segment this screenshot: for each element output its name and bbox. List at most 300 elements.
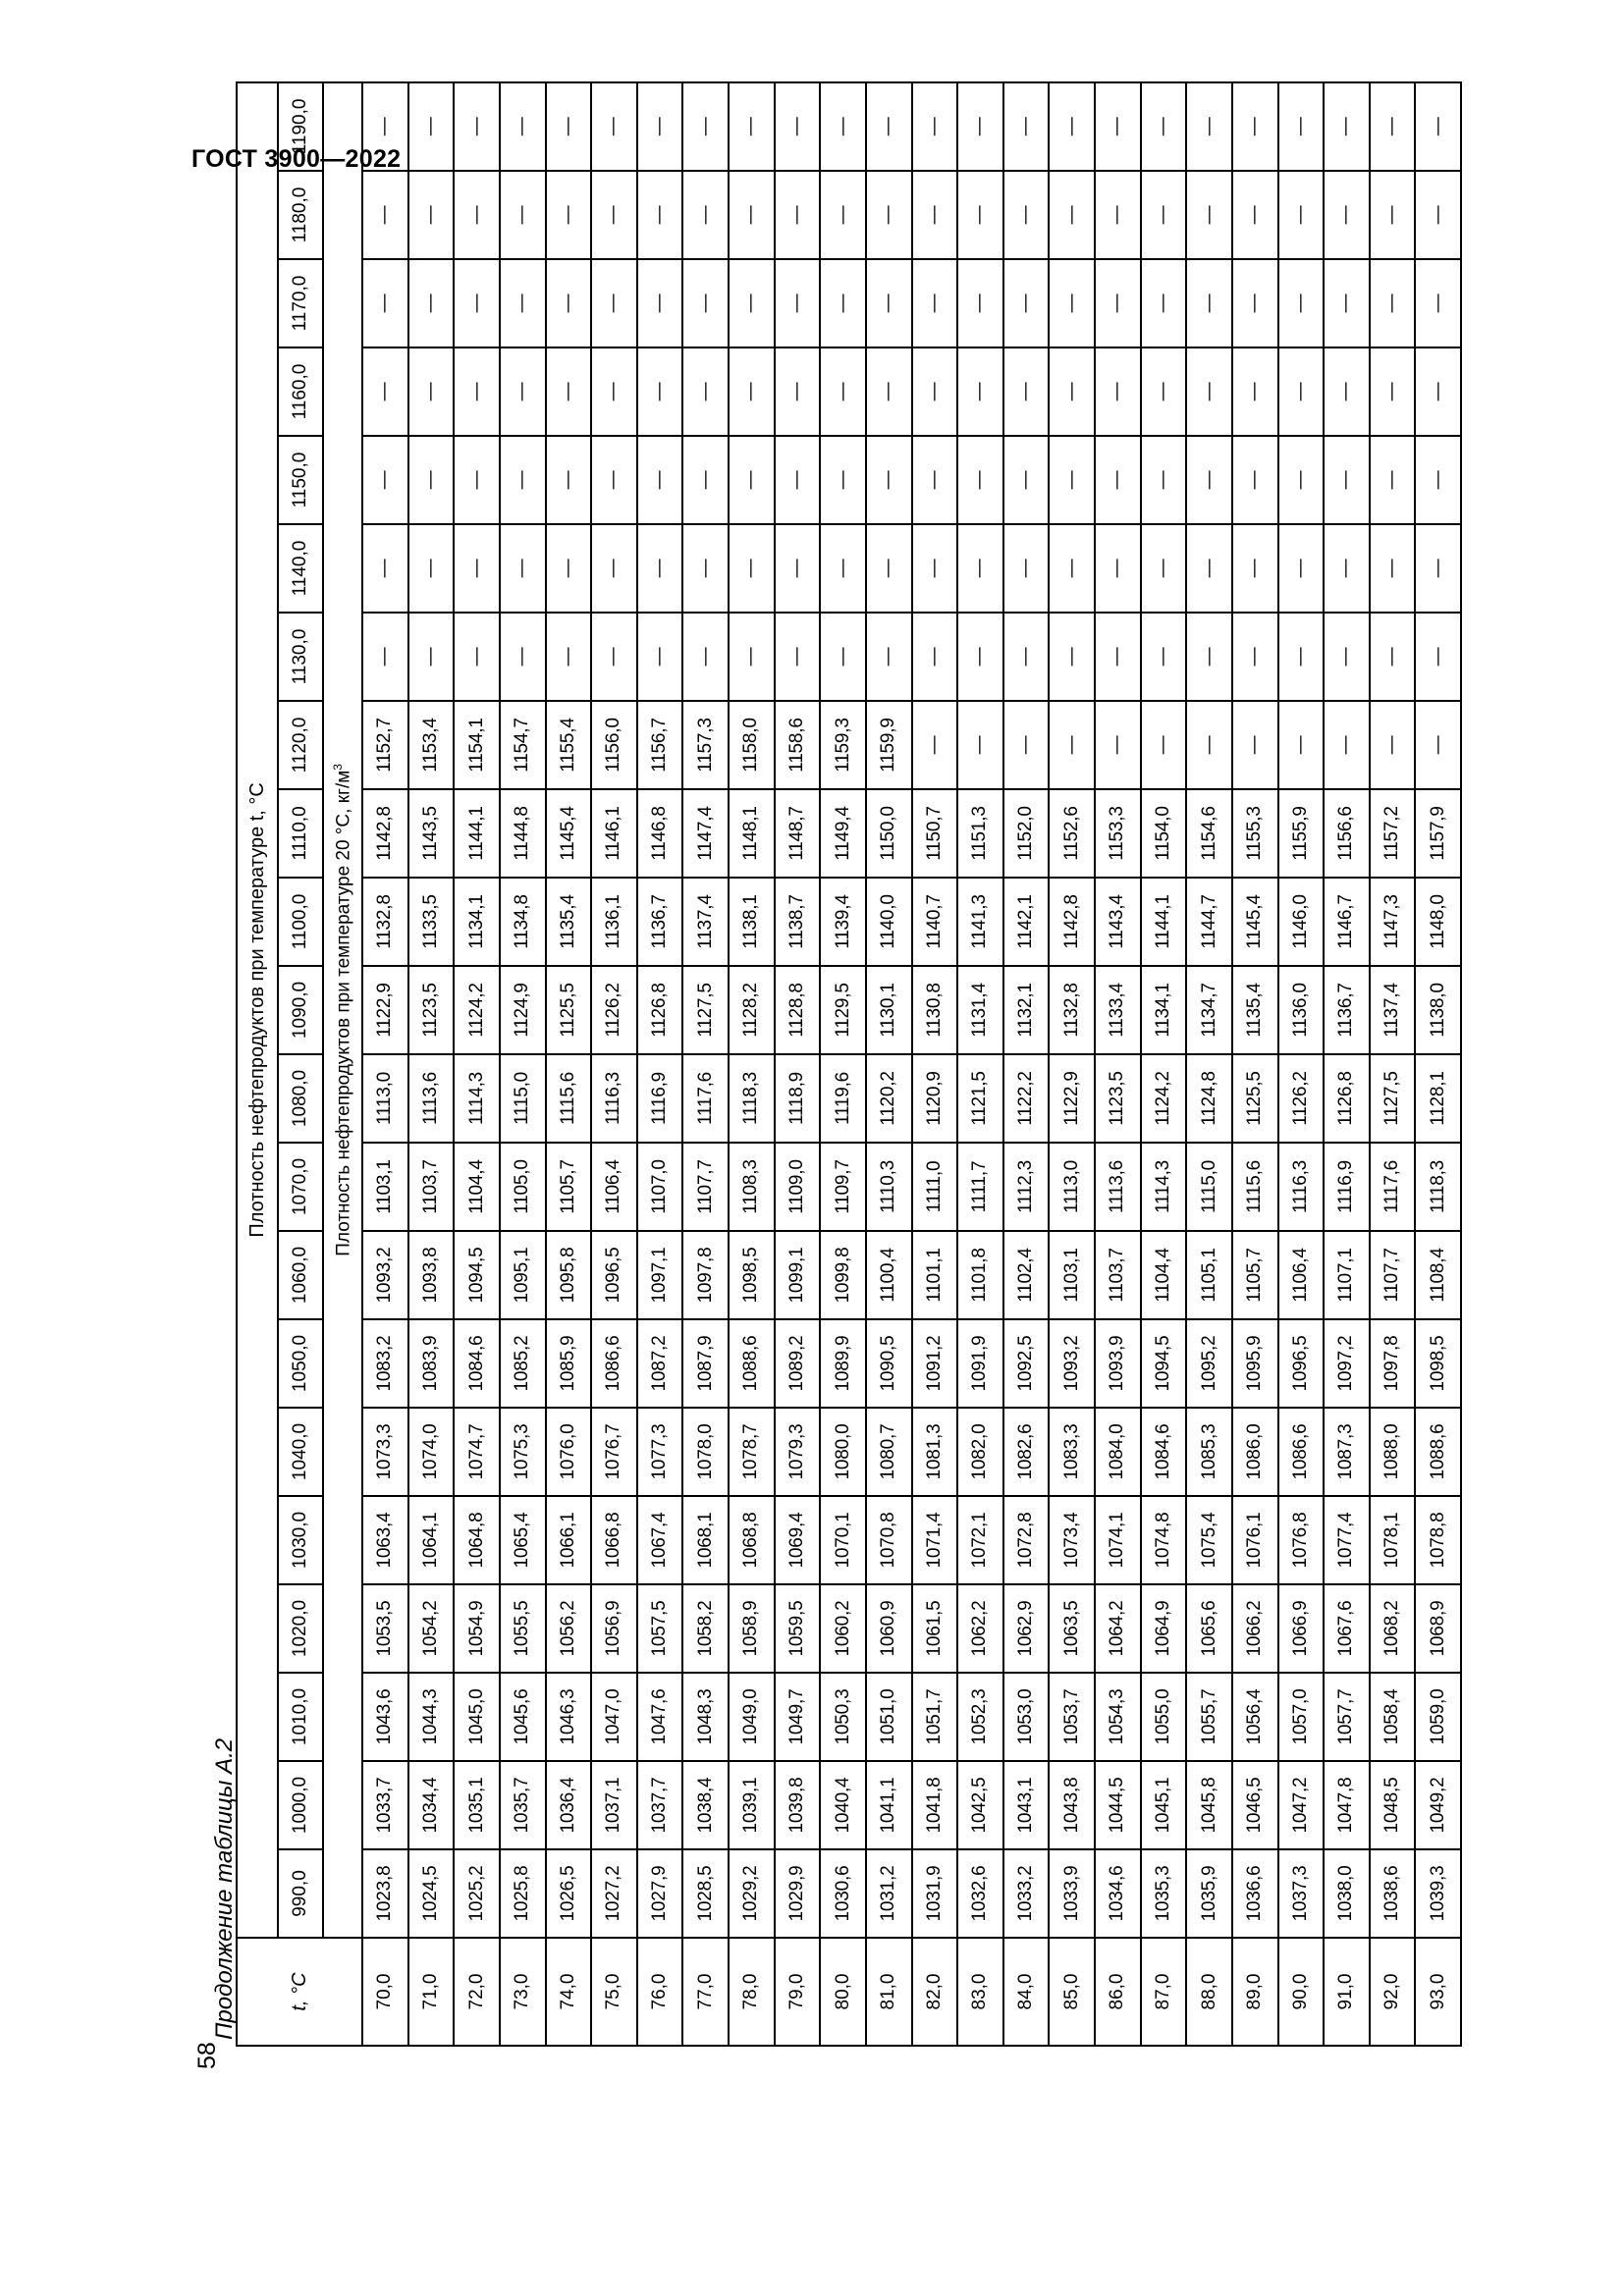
density-value-cell: — [1049,613,1095,701]
density-value-cell: — [1324,436,1370,524]
table-row [454,82,500,2046]
density-value-cell: 1113,0 [1049,1143,1095,1231]
density-value-cell: 1148,7 [775,789,821,878]
density-value-cell: 1024,5 [408,1849,455,1938]
density-value-cell: 1153,3 [1095,789,1141,878]
density-value-cell: 1097,1 [637,1231,683,1319]
density-value-cell: — [1141,171,1187,259]
density-value-cell: — [775,347,821,436]
density-value-cell: 1150,7 [912,789,958,878]
density-value-cell: 1025,8 [500,1849,546,1938]
density-value-cell: 1062,2 [957,1584,1003,1673]
density-value-cell: 1095,9 [1232,1319,1278,1408]
density-value-cell: 1053,5 [362,1584,408,1673]
density-value-cell: 1076,7 [591,1408,637,1496]
density-value-cell: 1144,7 [1186,878,1232,966]
density-value-cell: 1066,2 [1232,1584,1278,1673]
table-row [866,82,912,2046]
density-value-cell: — [775,613,821,701]
density-value-cell: — [866,171,912,259]
density-value-cell: 1130,1 [866,966,912,1054]
density-value-cell: — [1415,613,1461,701]
density-value-cell: 1069,4 [775,1496,821,1584]
density-value-cell: 1139,4 [820,878,866,966]
density-value-cell: — [362,436,408,524]
density-value-cell: 1117,6 [1370,1143,1416,1231]
density-value-cell: 1118,3 [729,1054,775,1143]
density-value-cell: 1107,0 [637,1143,683,1231]
density-value-cell: — [1186,524,1232,613]
density-value-cell: 1094,5 [1141,1319,1187,1408]
density-table [236,81,1462,2047]
density-value-cell: 1144,1 [454,789,500,878]
density-value-cell: — [1324,171,1370,259]
density-value-cell: — [1186,82,1232,171]
density-value-cell: — [1141,82,1187,171]
density-value-cell: — [1003,613,1050,701]
density-value-cell: — [729,82,775,171]
density-value-cell: — [1186,347,1232,436]
density-value-cell: 1155,4 [546,701,592,789]
density-value-cell: 1055,5 [500,1584,546,1673]
density-value-cell: — [1095,171,1141,259]
density-value-cell: 1066,8 [591,1496,637,1584]
density-value-cell: 1133,5 [408,878,455,966]
density-value-cell: 1055,7 [1186,1673,1232,1761]
density-value-cell: 1077,3 [637,1408,683,1496]
density-value-cell: 1134,1 [1141,966,1187,1054]
density-value-cell: — [546,82,592,171]
density-value-cell: — [546,524,592,613]
density-value-cell: — [1049,436,1095,524]
density-value-cell: — [1141,613,1187,701]
density-column-header: 1060,0 [278,1231,323,1319]
density-value-cell: 1075,4 [1186,1496,1232,1584]
density-value-cell: — [1370,171,1416,259]
density-value-cell: 1039,1 [729,1761,775,1849]
density-value-cell: — [729,171,775,259]
density-value-cell: — [591,524,637,613]
density-value-cell: 1048,3 [682,1673,729,1761]
density-value-cell: 1158,0 [729,701,775,789]
density-value-cell: 1094,5 [454,1231,500,1319]
density-value-cell: 1058,9 [729,1584,775,1673]
density-value-cell: — [1049,701,1095,789]
density-value-cell: — [408,82,455,171]
density-value-cell: 1085,3 [1186,1408,1232,1496]
density-value-cell: — [1003,524,1050,613]
density-value-cell: — [1141,436,1187,524]
temperature-cell: 93,0 [1415,1938,1461,2046]
density-value-cell: 1147,4 [682,789,729,878]
density-value-cell: — [729,524,775,613]
density-value-cell: — [682,171,729,259]
density-value-cell: 1101,8 [957,1231,1003,1319]
density-value-cell: 1093,2 [362,1231,408,1319]
density-value-cell: 1127,5 [1370,1054,1416,1143]
density-value-cell: 1037,1 [591,1761,637,1849]
density-value-cell: — [546,259,592,347]
density-value-cell: 1097,8 [1370,1319,1416,1408]
density-value-cell: 1136,7 [637,878,683,966]
density-value-cell: — [637,259,683,347]
table-row [1415,82,1461,2046]
density-value-cell: — [866,436,912,524]
density-value-cell: — [454,436,500,524]
density-value-cell: 1060,2 [820,1584,866,1673]
density-value-cell: 1064,8 [454,1496,500,1584]
density-column-header: 1190,0 [278,82,323,171]
density-value-cell: — [820,524,866,613]
density-value-cell: 1097,2 [1324,1319,1370,1408]
density-value-cell: — [1232,82,1278,171]
density-value-cell: 1159,3 [820,701,866,789]
density-value-cell: 1090,5 [866,1319,912,1408]
density-value-cell: 1071,4 [912,1496,958,1584]
density-value-cell: 1098,5 [729,1231,775,1319]
density-value-cell: 1136,1 [591,878,637,966]
density-value-cell: — [866,524,912,613]
density-value-cell: 1116,3 [591,1054,637,1143]
density-value-cell: — [820,82,866,171]
density-value-cell: — [912,171,958,259]
density-value-cell: 1083,9 [408,1319,455,1408]
density-value-cell: — [820,347,866,436]
density-value-cell: 1039,3 [1415,1849,1461,1938]
density-value-cell: 1029,9 [775,1849,821,1938]
density-value-cell: 1099,8 [820,1231,866,1319]
density-value-cell: 1051,7 [912,1673,958,1761]
density-value-cell: 1047,2 [1278,1761,1325,1849]
density-value-cell: 1034,4 [408,1761,455,1849]
table-row [546,82,592,2046]
density-column-header: 1110,0 [278,789,323,878]
density-value-cell: 1145,4 [1232,878,1278,966]
density-value-cell: 1157,2 [1370,789,1416,878]
density-value-cell: — [1278,524,1325,613]
density-value-cell: 1064,1 [408,1496,455,1584]
density-value-cell: — [1003,347,1050,436]
density-value-cell: 1111,7 [957,1143,1003,1231]
density-value-cell: 1099,1 [775,1231,821,1319]
density-column-header: 1000,0 [278,1761,323,1849]
density-column-header: 1010,0 [278,1673,323,1761]
density-value-cell: — [1232,613,1278,701]
density-value-cell: 1062,9 [1003,1584,1050,1673]
density-value-cell: 1109,7 [820,1143,866,1231]
density-value-cell: 1045,1 [1141,1761,1187,1849]
density-value-cell: 1149,4 [820,789,866,878]
density-value-cell: — [957,436,1003,524]
density-column-header: 1020,0 [278,1584,323,1673]
density-value-cell: — [820,171,866,259]
density-value-cell: 1054,2 [408,1584,455,1673]
density-column-header: 1100,0 [278,878,323,966]
table-row [820,82,866,2046]
density-value-cell: — [1095,259,1141,347]
density-value-cell: — [957,524,1003,613]
density-value-cell: 1146,8 [637,789,683,878]
temperature-column-header: t, °C [237,1938,362,2046]
density-at-20c-sub-header: Плотность нефтепродуктов при температуре 20 °С, $кг/м^3$ [323,82,362,1938]
density-value-cell: 1076,1 [1232,1496,1278,1584]
density-value-cell: 1060,9 [866,1584,912,1673]
density-value-cell: — [682,347,729,436]
density-value-cell: — [408,347,455,436]
density-value-cell: 1049,2 [1415,1761,1461,1849]
density-value-cell: 1137,4 [682,878,729,966]
density-value-cell: — [1095,82,1141,171]
density-value-cell: — [637,171,683,259]
density-value-cell: 1035,1 [454,1761,500,1849]
density-value-cell: 1056,2 [546,1584,592,1673]
density-value-cell: 1066,9 [1278,1584,1325,1673]
density-value-cell: — [1415,82,1461,171]
density-value-cell: 1056,4 [1232,1673,1278,1761]
density-value-cell: 1039,8 [775,1761,821,1849]
density-value-cell: — [912,259,958,347]
density-value-cell: — [500,524,546,613]
density-value-cell: 1087,9 [682,1319,729,1408]
table-row [1324,82,1370,2046]
temperature-cell: 80,0 [820,1938,866,2046]
density-value-cell: 1154,1 [454,701,500,789]
density-column-header: 1030,0 [278,1496,323,1584]
density-value-cell: — [1049,171,1095,259]
density-value-cell: — [1415,436,1461,524]
density-value-cell: — [1278,436,1325,524]
density-value-cell: — [546,171,592,259]
density-value-cell: 1079,3 [775,1408,821,1496]
density-value-cell: — [866,347,912,436]
density-value-cell: 1052,3 [957,1673,1003,1761]
density-value-cell: 1088,0 [1370,1408,1416,1496]
density-value-cell: — [454,347,500,436]
density-value-cell: 1157,3 [682,701,729,789]
density-value-cell: 1076,8 [1278,1496,1325,1584]
density-value-cell: 1142,8 [362,789,408,878]
density-value-cell: — [500,613,546,701]
density-value-cell: 1103,7 [1095,1231,1141,1319]
density-value-cell: 1155,9 [1278,789,1325,878]
density-value-cell: — [591,171,637,259]
density-value-cell: 1096,5 [1278,1319,1325,1408]
density-value-cell: — [362,524,408,613]
density-value-cell: 1128,1 [1415,1054,1461,1143]
density-value-cell: — [362,82,408,171]
density-value-cell: 1037,3 [1278,1849,1325,1938]
table-row [500,82,546,2046]
density-value-cell: 1089,9 [820,1319,866,1408]
density-value-cell: — [1415,171,1461,259]
temperature-cell: 81,0 [866,1938,912,2046]
density-value-cell: — [454,171,500,259]
density-value-cell: 1152,0 [1003,789,1050,878]
density-value-cell: — [957,259,1003,347]
density-value-cell: — [408,171,455,259]
density-value-cell: — [866,613,912,701]
density-value-cell: — [637,347,683,436]
density-value-cell: 1033,9 [1049,1849,1095,1938]
density-value-cell: — [1278,82,1325,171]
density-value-cell: — [1370,436,1416,524]
density-value-cell: — [1370,613,1416,701]
density-value-cell: 1059,5 [775,1584,821,1673]
density-value-cell: 1124,2 [1141,1054,1187,1143]
density-value-cell: 1136,7 [1324,966,1370,1054]
density-value-cell: — [546,347,592,436]
temperature-cell: 79,0 [775,1938,821,2046]
density-value-cell: 1034,6 [1095,1849,1141,1938]
density-value-cell: 1126,2 [591,966,637,1054]
density-value-cell: 1073,4 [1049,1496,1095,1584]
density-value-cell: 1025,2 [454,1849,500,1938]
temperature-cell: 71,0 [408,1938,455,2046]
density-value-cell: 1049,7 [775,1673,821,1761]
density-value-cell: 1123,5 [1095,1054,1141,1143]
density-value-cell: — [637,82,683,171]
density-value-cell: 1100,4 [866,1231,912,1319]
density-value-cell: 1146,0 [1278,878,1325,966]
temperature-cell: 70,0 [362,1938,408,2046]
density-value-cell: 1131,4 [957,966,1003,1054]
density-value-cell: — [1370,259,1416,347]
density-value-cell: 1132,8 [1049,966,1095,1054]
density-value-cell: 1116,9 [1324,1143,1370,1231]
density-value-cell: — [1232,524,1278,613]
density-value-cell: 1065,4 [500,1496,546,1584]
temperature-cell: 72,0 [454,1938,500,2046]
density-value-cell: — [775,171,821,259]
density-value-cell: 1023,8 [362,1849,408,1938]
density-value-cell: — [912,347,958,436]
density-value-cell: — [1278,171,1325,259]
density-value-cell: 1105,7 [1232,1231,1278,1319]
temperature-cell: 74,0 [546,1938,592,2046]
density-value-cell: — [1186,259,1232,347]
density-value-cell: 1120,9 [912,1054,958,1143]
density-value-cell: 1108,4 [1415,1231,1461,1319]
density-value-cell: — [866,82,912,171]
density-value-cell: — [1232,436,1278,524]
density-value-cell: 1068,8 [729,1496,775,1584]
density-value-cell: 1136,0 [1278,966,1325,1054]
table-row [637,82,683,2046]
density-value-cell: 1122,9 [1049,1054,1095,1143]
density-value-cell: 1119,6 [820,1054,866,1143]
density-value-cell: 1143,5 [408,789,455,878]
density-value-cell: 1156,0 [591,701,637,789]
page-number: 58 [193,2042,221,2069]
density-value-cell: 1093,8 [408,1231,455,1319]
density-value-cell: 1104,4 [454,1143,500,1231]
density-column-header: 1080,0 [278,1054,323,1143]
density-value-cell: — [1370,701,1416,789]
density-value-cell: 1076,0 [546,1408,592,1496]
density-value-cell: 1045,8 [1186,1761,1232,1849]
density-value-cell: 1053,7 [1049,1673,1095,1761]
density-value-cell: 1057,5 [637,1584,683,1673]
density-value-cell: 1047,0 [591,1673,637,1761]
density-value-cell: 1047,6 [637,1673,683,1761]
density-value-cell: 1066,1 [546,1496,592,1584]
density-value-cell: — [500,347,546,436]
density-value-cell: — [454,259,500,347]
density-value-cell: 1045,6 [500,1673,546,1761]
density-value-cell: 1043,8 [1049,1761,1095,1849]
density-value-cell: — [1095,701,1141,789]
density-value-cell: 1153,4 [408,701,455,789]
density-value-cell: 1115,0 [1186,1143,1232,1231]
density-value-cell: — [637,436,683,524]
density-column-header: 1040,0 [278,1408,323,1496]
density-value-cell: 1107,7 [682,1143,729,1231]
density-value-cell: 1083,2 [362,1319,408,1408]
density-value-cell: — [1324,82,1370,171]
density-value-cell: 1078,1 [1370,1496,1416,1584]
density-value-cell: 1109,0 [775,1143,821,1231]
density-value-cell: 1124,9 [500,966,546,1054]
density-value-cell: — [1003,171,1050,259]
density-value-cell: 1095,8 [546,1231,592,1319]
density-value-cell: — [1095,347,1141,436]
density-value-cell: — [408,436,455,524]
density-value-cell: — [1370,524,1416,613]
density-value-cell: 1140,0 [866,878,912,966]
temperature-cell: 88,0 [1186,1938,1232,2046]
density-value-cell: — [546,436,592,524]
density-column-header: 1050,0 [278,1319,323,1408]
density-value-cell: — [1049,259,1095,347]
temperature-cell: 87,0 [1141,1938,1187,2046]
density-value-cell: 1124,8 [1186,1054,1232,1143]
density-value-cell: — [591,613,637,701]
density-column-header: 1150,0 [278,436,323,524]
density-value-cell: 1056,9 [591,1584,637,1673]
density-value-cell: 1144,8 [500,789,546,878]
density-value-cell: 1113,6 [408,1054,455,1143]
density-value-cell: — [957,347,1003,436]
density-value-cell: 1093,2 [1049,1319,1095,1408]
density-value-cell: 1072,8 [1003,1496,1050,1584]
density-value-cell: 1053,0 [1003,1673,1050,1761]
density-value-cell: 1146,1 [591,789,637,878]
density-value-cell: — [454,613,500,701]
density-value-cell: — [408,613,455,701]
density-value-cell: 1106,4 [1278,1231,1325,1319]
density-value-cell: — [775,524,821,613]
density-value-cell: 1084,6 [454,1319,500,1408]
density-value-cell: — [1141,259,1187,347]
density-value-cell: 1141,3 [957,878,1003,966]
density-value-cell: — [1278,701,1325,789]
density-value-cell: — [866,259,912,347]
density-value-cell: 1087,2 [637,1319,683,1408]
density-value-cell: — [729,613,775,701]
density-value-cell: 1124,2 [454,966,500,1054]
density-value-cell: 1027,9 [637,1849,683,1938]
density-value-cell: 1140,7 [912,878,958,966]
density-value-cell: 1080,7 [866,1408,912,1496]
density-value-cell: — [682,259,729,347]
density-value-cell: 1086,6 [1278,1408,1325,1496]
density-value-cell: 1082,6 [1003,1408,1050,1496]
density-value-cell: 1074,8 [1141,1496,1187,1584]
density-value-cell: 1078,0 [682,1408,729,1496]
density-value-cell: — [1278,259,1325,347]
density-value-cell: 1116,9 [637,1054,683,1143]
density-value-cell: — [1278,347,1325,436]
